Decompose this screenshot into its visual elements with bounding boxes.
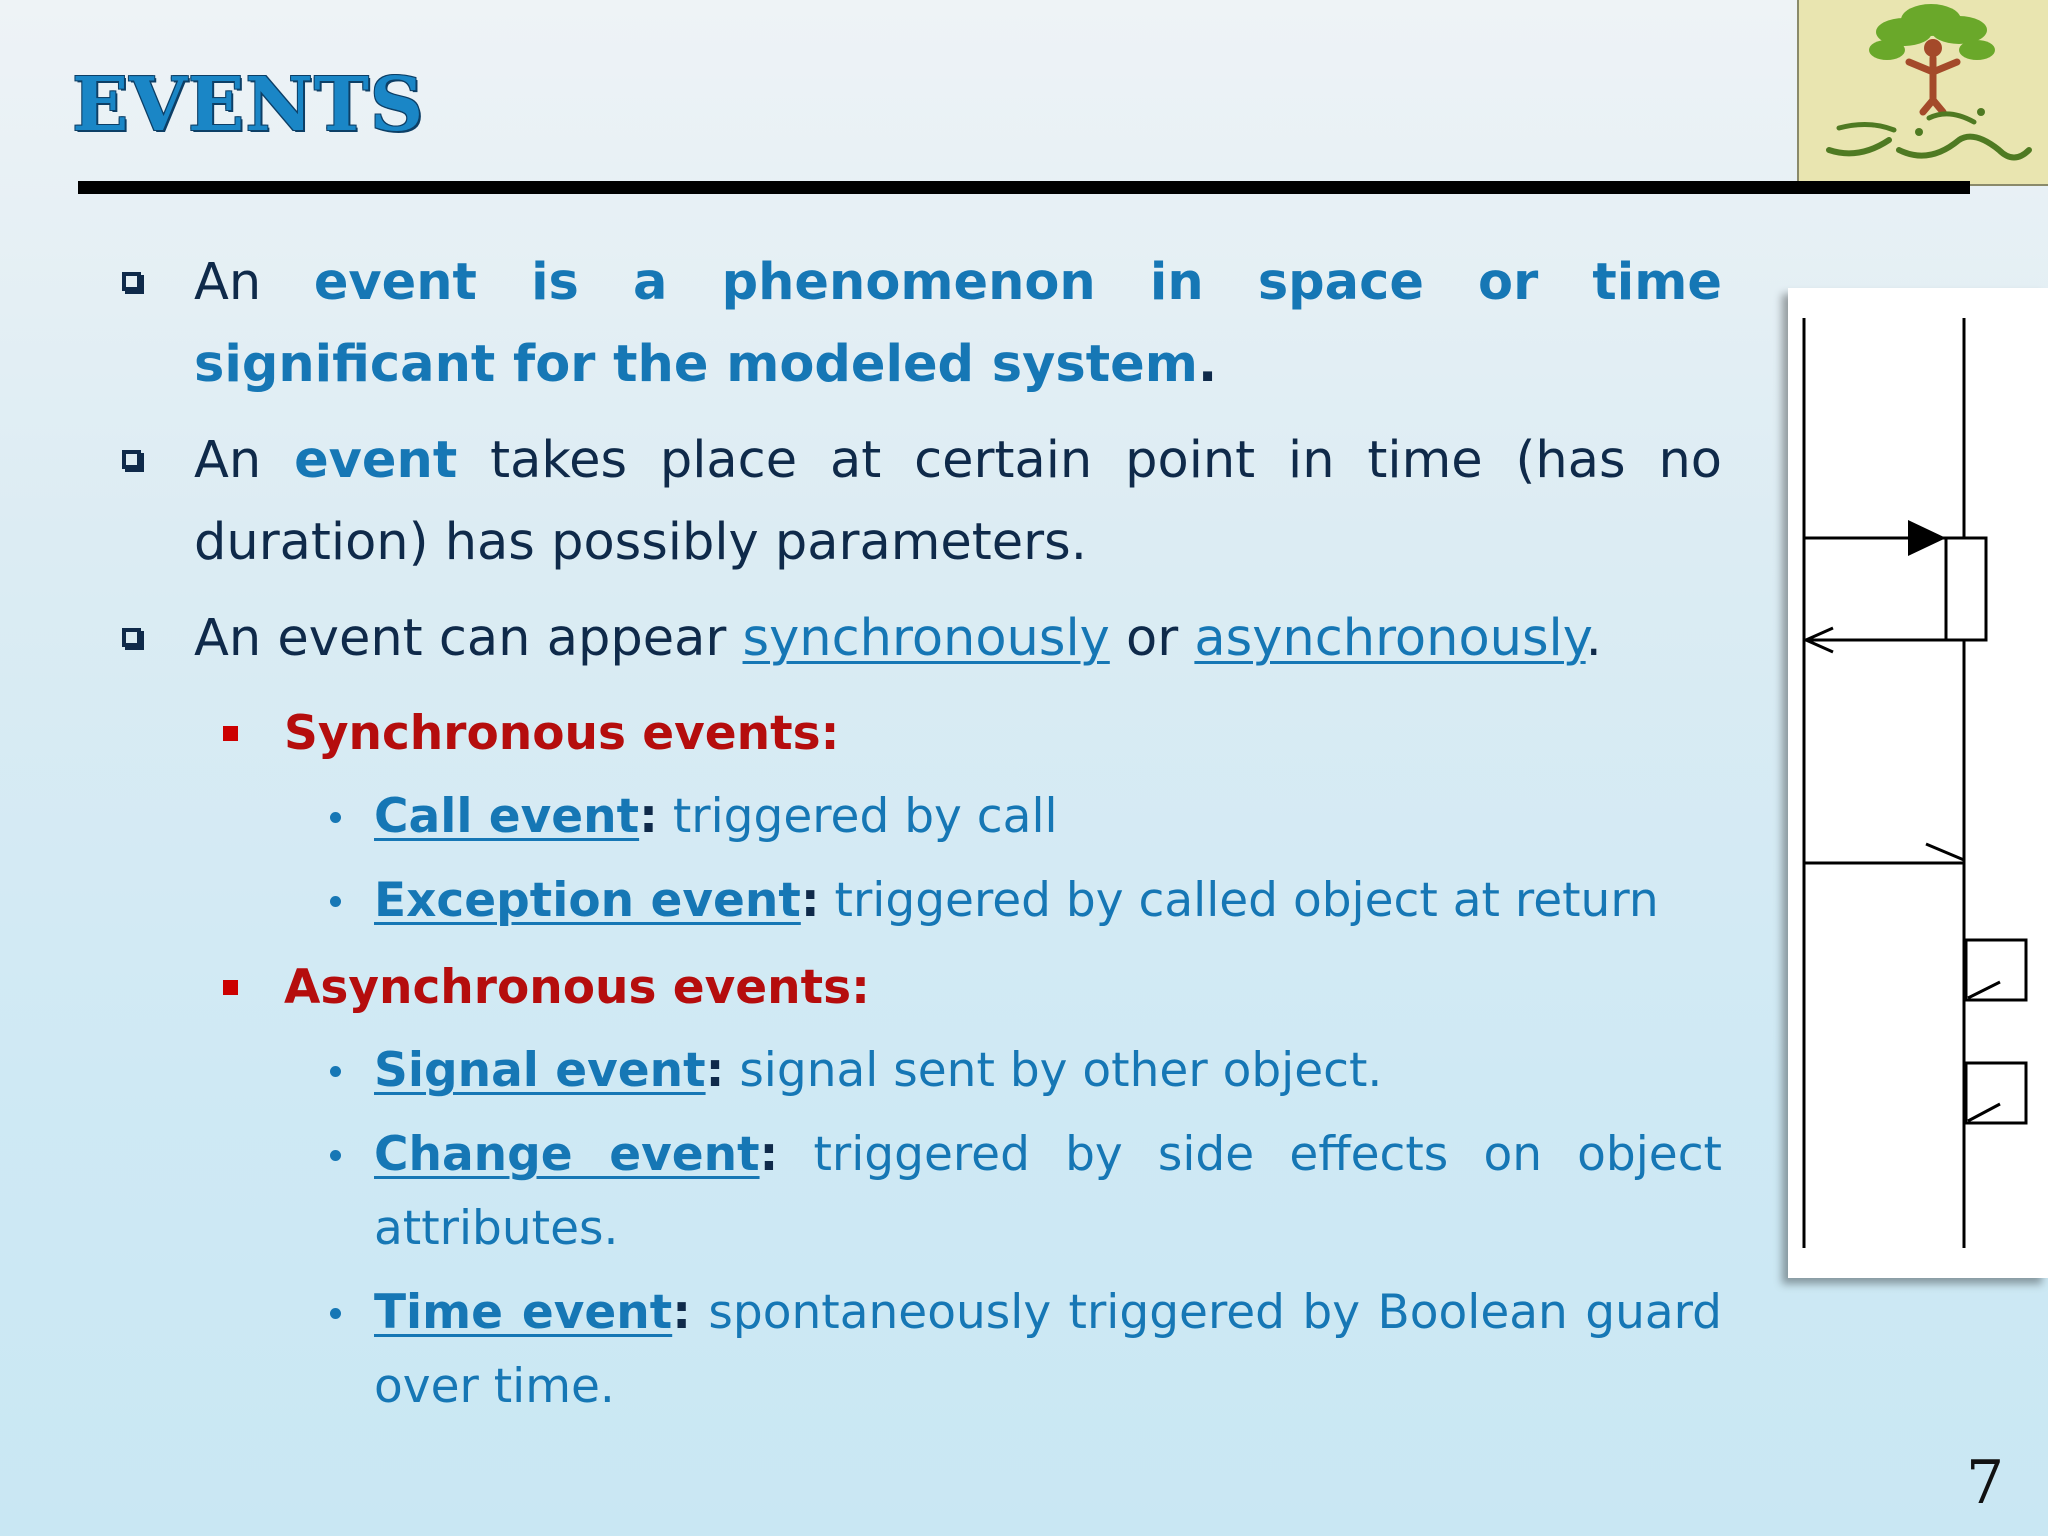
colon: :: [759, 1127, 779, 1182]
logo-graphic: [1799, 0, 2048, 184]
synchronously-link[interactable]: synchronously: [742, 609, 1110, 668]
term-link[interactable]: Call event: [374, 789, 640, 844]
bullet-point-in-time: [118, 420, 1722, 584]
highlighted-term: event: [294, 431, 458, 490]
term-description: triggered by call: [657, 789, 1058, 844]
bullet-text: An: [194, 431, 295, 490]
bullet-text: takes place at certain point in time (has no duration) has possibly parameters.: [194, 431, 1722, 572]
list-item-call-event: [118, 780, 1722, 854]
dot-bullet-icon: [330, 1066, 341, 1077]
term-link[interactable]: Time event: [374, 1285, 673, 1340]
red-square-bullet-icon: [223, 726, 238, 741]
bullet-punctuation: .: [1585, 609, 1602, 668]
slide-body: [118, 242, 1722, 1434]
asynchronously-link[interactable]: asynchronously: [1194, 609, 1586, 668]
red-square-bullet-icon: [223, 980, 238, 995]
dot-bullet-icon: [330, 896, 341, 907]
term-description: spontaneously triggered by Boolean guard over time.: [374, 1285, 1723, 1414]
bullet-text: An: [194, 253, 314, 312]
highlighted-definition: event is a phenomenon in space or time significant for the modeled system: [194, 253, 1722, 394]
bullet-punctuation: .: [1197, 335, 1218, 394]
term-description: triggered by side effects on object attributes.: [374, 1127, 1722, 1256]
term-link[interactable]: Signal event: [374, 1043, 706, 1098]
colon: :: [639, 789, 658, 844]
term-link[interactable]: Exception event: [374, 873, 801, 928]
sequence-diagram-icon: [1788, 288, 2048, 1278]
list-item-change-event: [118, 1118, 1722, 1266]
colon: :: [705, 1043, 725, 1098]
list-item-signal-event: [118, 1034, 1722, 1108]
bullet-definition: [118, 242, 1722, 406]
bullet-sync-async: [118, 598, 1722, 680]
section-heading: Synchronous events:: [284, 706, 840, 761]
term-description: signal sent by other object.: [724, 1043, 1383, 1098]
term-description: triggered by called object at return: [819, 873, 1659, 928]
section-heading: Asynchronous events:: [284, 960, 870, 1015]
slide-title: EVENTS: [72, 62, 425, 148]
colon: :: [672, 1285, 691, 1340]
dot-bullet-icon: [330, 1308, 341, 1319]
list-item-exception-event: [118, 864, 1722, 938]
square-bullet-icon: [122, 450, 141, 469]
dot-bullet-icon: [330, 812, 341, 823]
tree-person-logo: [1797, 0, 2048, 186]
synchronous-heading: [118, 694, 1722, 774]
list-item-time-event: [118, 1276, 1722, 1424]
title-divider: [78, 181, 1970, 194]
term-link[interactable]: Change event: [374, 1127, 760, 1182]
sequence-diagram-fragment: [1788, 288, 2048, 1278]
square-bullet-icon: [122, 628, 141, 647]
square-bullet-icon: [122, 272, 141, 291]
dot-bullet-icon: [330, 1150, 341, 1161]
colon: :: [800, 873, 820, 928]
page-number: 7: [1966, 1448, 2005, 1518]
asynchronous-heading: [118, 948, 1722, 1028]
bullet-text: or: [1109, 609, 1195, 668]
bullet-text: An event can appear: [194, 609, 743, 668]
